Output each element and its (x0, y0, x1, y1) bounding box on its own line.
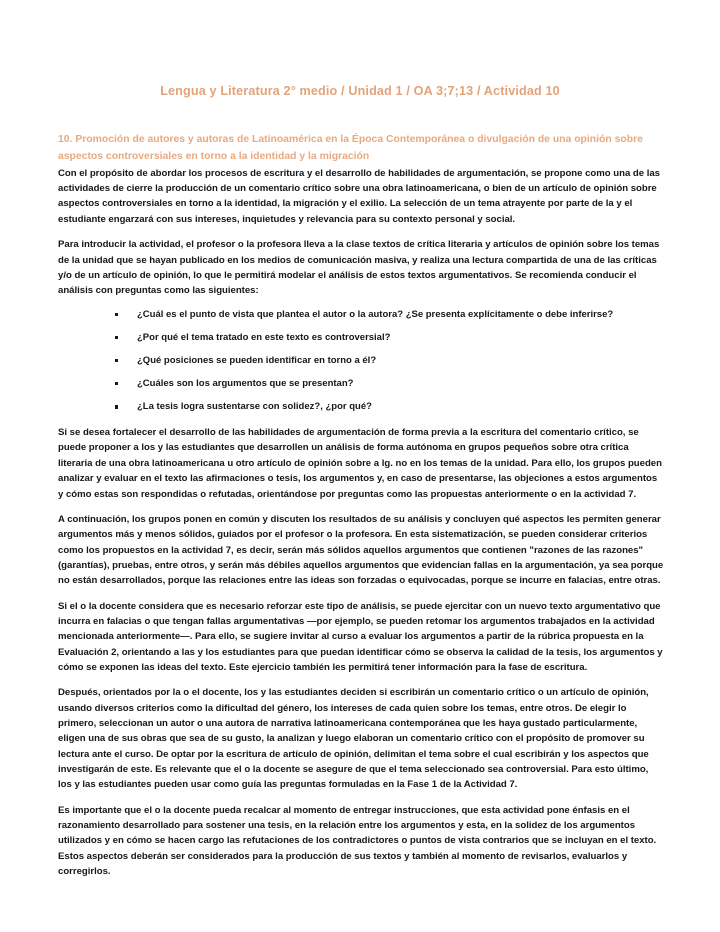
list-item (115, 308, 664, 323)
list-item (115, 354, 664, 369)
paragraph-3: Si se desea fortalecer el desarrollo de las habilidades de argumentación de forma previa a la escritura del comentario crítico, se puede proponer a los y las estudiantes que desarrollen un análisis de forma autónoma en grupos pequeños sobre otra crítica literaria de una obra latinoamericana u otro artículo de opinión sobre a lg. no en los temas de la unidad. Para ello, los grupos pueden analizar y evaluar en el texto las afirmaciones o tesis, los argumentos y, en caso de presentarse, las objeciones a estos argumentos y cómo estas son respondidas o refutadas, orientándose por preguntas como las propuestas anteriormente o en la actividad 7. (58, 427, 662, 500)
question-text: ¿Cuáles son los argumentos que se presentan? (137, 378, 354, 390)
bullet-icon (115, 405, 118, 408)
paragraph-1: Con el propósito de abordar los procesos de escritura y el desarrollo de habilidades de argumentación, se propone como una de las actividades de cierre la producción de un comentario crítico sobre una obra latinoamericana, o bien de un artículo de opinión sobre aspectos controversiales en torno a la identidad, la migración y el exilio. La selección de un tema atrayente por parte de la y el estudiante engarzará con sus intereses, inquietudes y relevancia para su contexto personal y social. (58, 167, 660, 225)
paragraph-2: Para introducir la actividad, el profesor o la profesora lleva a la clase textos de crítica literaria y artículos de opinión sobre los temas de la unidad que se hayan publicado en los medios de comunicación masiva, y realiza una lectura compartida de una de las críticas y/o de un artículo de opinión, lo que le permitirá modelar el análisis de estos textos argumentativos. Se recomienda conducir el análisis con preguntas como las siguientes: (58, 239, 660, 297)
breadcrumb: Lengua y Literatura 2° medio / Unidad 1 / OA 3;7;13 / Actividad 10 (160, 84, 560, 98)
paragraph-6: Después, orientados por la o el docente, los y las estudiantes deciden si escribirán un comentario crítico o un artículo de opinión, usando diversos criterios como la dificultad del género, los intereses de cada quien sobre los temas, entre otros. De elegir lo primero, seleccionan un autor o una autora de narrativa latinoamericana contemporánea que les haya gustado particularmente, eligen una de sus obras que sea de su gusto, la analizan y luego elaboran un comentario crítico con el propósito de promover su lectura ante el curso. De optar por la escritura de artículo de opinión, delimitan el tema sobre el cual escribirán y los aspectos que investigarán de este. Es relevante que el o la docente se asegure de que el tema seleccionado sea controversial. Para esto último, los y las estudiantes pueden usar como guía las preguntas formuladas en la Fase 1 de la Actividad 7. (58, 687, 649, 791)
question-text: ¿Cuál es el punto de vista que plantea el autor o la autora? ¿Se presenta explícitamente o debe inferirse? (137, 308, 614, 320)
question-text: ¿La tesis logra sustentarse con solidez?, ¿por qué? (137, 401, 372, 413)
list-item (115, 377, 664, 392)
bullet-icon (115, 359, 118, 362)
list-item (115, 400, 664, 415)
paragraph-5: Si el o la docente considera que es necesario reforzar este tipo de análisis, se puede ejercitar con un nuevo texto argumentativo que incurra en falacias o que tengan fallas argumentativas —por ejemplo, se pueden retomar los argumentos trabajados en la actividad mencionada anteriormente—. Para ello, se sugiere invitar al curso a evaluar los argumentos a partir de la rúbrica propuesta en la Evaluación 2, orientando a las y los estudiantes para que puedan identificar cómo se observa la calidad de la tesis, los argumentos y cómo se exponen las ideas del texto. Este ejercicio también les permitirá tener información para la fase de escritura. (58, 600, 663, 673)
bullet-icon (115, 336, 118, 339)
paragraph-7: Es importante que el o la docente pueda recalcar al momento de entregar instrucciones, que esta actividad pone énfasis en el razonamiento desarrollado para sostener una tesis, en la relación entre los argumentos y esta, en la solidez de los argumentos utilizados y en cómo se hacen cargo las refutaciones de los contradictores o puntos de vista contrarios que se incluyan en el texto. Estos aspectos deberán ser considerados para la producción de sus textos y también al momento de revisarlos, evaluarlos y corregirlos. (58, 804, 657, 878)
paragraph-4: A continuación, los grupos ponen en común y discuten los resultados de su análisis y concluyen qué aspectos les permiten generar argumentos más y menos sólidos, guiados por el profesor o la profesora. En esta sistematización, se pueden considerar criterios como los propuestos en la actividad 7, es decir, serán más sólidos aquellos argumentos que contienen "razones de las razones" (garantías), pruebas, entre otros, y serán más débiles aquellos argumentos que evidencian fallas en la argumentación, ya sea porque no están desarrollados, porque las relaciones entre las ideas son forzadas o equivocadas, porque se incurre en falacias, entre otras. (58, 513, 664, 587)
document-body (0, 166, 720, 880)
question-list (58, 308, 664, 416)
bullet-icon (115, 382, 118, 385)
bullet-icon (115, 313, 118, 316)
page-title: 10. Promoción de autores y autoras de Latinoamérica en la Época Contemporánea o divulgación de una opinión sobre aspectos controversiales en torno a la identidad y la migración (58, 134, 643, 162)
question-text: ¿Qué posiciones se pueden identificar en torno a él? (137, 354, 377, 366)
list-item (115, 331, 664, 346)
question-text: ¿Por qué el tema tratado en este texto es controversial? (137, 331, 391, 343)
